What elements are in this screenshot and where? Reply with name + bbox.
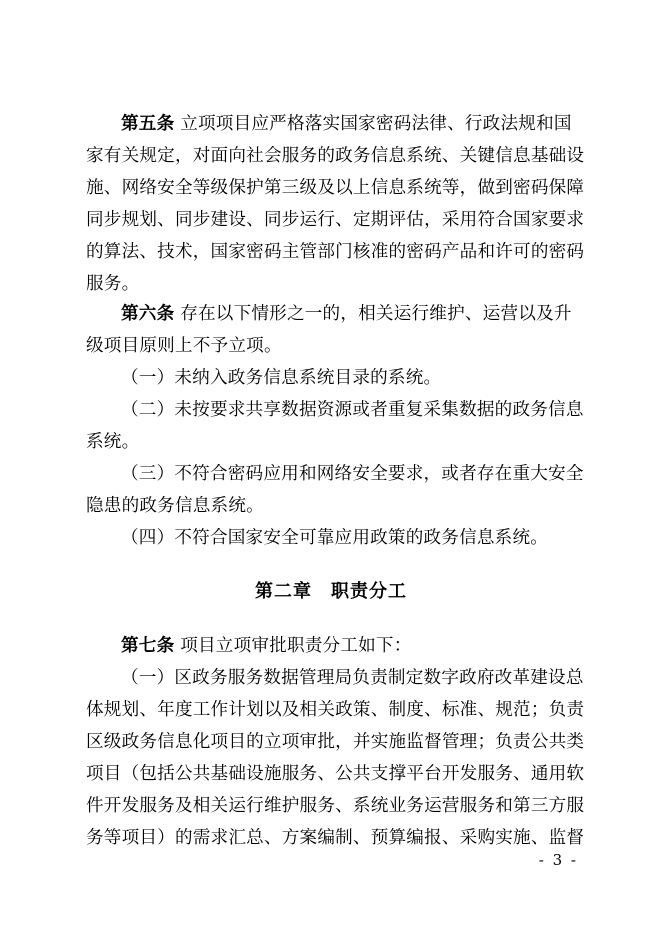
article-7-line-3: 体规划、年度工作计划以及相关政策、制度、标准、规范；负责 [86,700,585,720]
article-5-line-1: 第五条 立项项目应严格落实国家密码法律、行政法规和国 [121,113,572,134]
article-5-label: 第五条 [121,113,175,134]
article-6-item-1: （一）未纳入政务信息系统目录的系统。 [121,368,442,388]
article-6-item-2-cont: 系统。 [86,432,140,452]
article-6-item-2: （二）未按要求共享数据资源或者重复采集数据的政务信息 [121,400,584,420]
article-7-line-4: 区级政务信息化项目的立项审批，并实施监督管理；负责公共类 [86,732,585,752]
article-6-line-1: 第六条 存在以下情形之一的，相关运行维护、运营以及升 [121,303,572,324]
article-7-line-6: 件开发服务及相关运行维护服务、系统业务运营服务和第三方服 [86,796,585,816]
article-5-line-6: 服务。 [86,274,140,294]
article-5-line-3: 施、网络安全等级保护第三级及以上信息系统等，做到密码保障 [86,178,585,198]
article-6-item-3: （三）不符合密码应用和网络安全要求，或者存在重大安全 [121,464,584,484]
article-6-label: 第六条 [121,303,175,324]
article-7-line-5: 项目（包括公共基础设施服务、公共支撑平台开发服务、通用软 [86,764,585,784]
chapter-heading: 第二章 职责分工 [255,581,407,602]
article-5-line-2: 家有关规定，对面向社会服务的政务信息系统、关键信息基础设 [86,146,585,166]
article-7-line-7: 务等项目）的需求汇总、方案编制、预算编报、采购实施、监督 [86,828,585,848]
article-6-item-4: （四）不符合国家安全可靠应用政策的政务信息系统。 [121,528,549,548]
article-7-line-1: 第七条 项目立项审批职责分工如下： [121,635,412,656]
article-7-label: 第七条 [121,635,175,656]
article-5-line-4: 同步规划、同步建设、同步运行、定期评估，采用符合国家要求 [86,210,585,230]
article-7-line-2: （一）区政务服务数据管理局负责制定数字政府改革建设总 [121,668,584,688]
article-6-item-3-cont: 隐患的政务信息系统。 [86,496,264,516]
article-5-line-5: 的算法、技术，国家密码主管部门核准的密码产品和许可的密码 [86,242,585,262]
page-number: - 3 - [538,851,578,869]
article-6-line-2: 级项目原则上不予立项。 [86,336,282,356]
